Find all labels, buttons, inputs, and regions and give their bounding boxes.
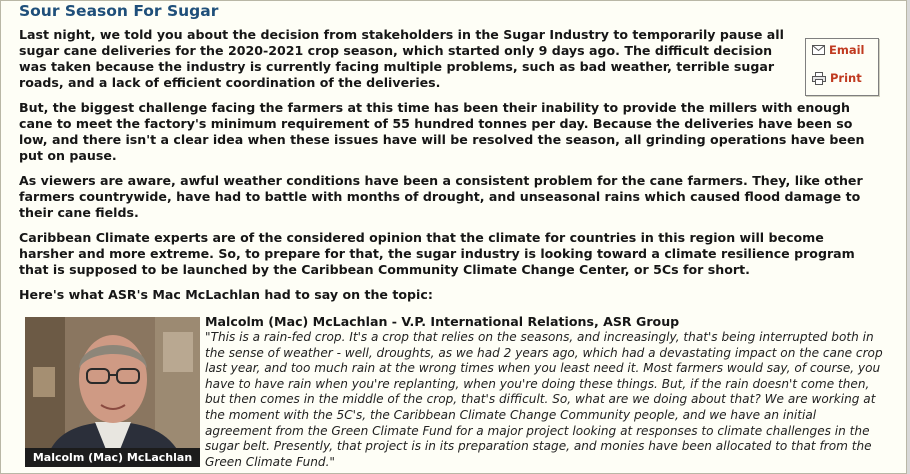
share-tools-box <box>805 38 879 96</box>
article-paragraph: Here's what ASR's Mac McLachlan had to say on the topic: <box>19 287 433 302</box>
speaker-name: Malcolm (Mac) McLachlan - V.P. International Relations, ASR Group <box>205 314 680 329</box>
email-button[interactable] <box>812 43 864 57</box>
print-button[interactable] <box>812 71 862 85</box>
article-title: Sour Season For Sugar <box>19 2 219 20</box>
article-paragraph: As viewers are aware, awful weather conditions have been a consistent problem for the cane farmers. They, like other farmers countrywide, have had to battle with months of drought, and unseasonal rains which caused flood damage to their cane fields. <box>19 173 863 220</box>
speaker-photo <box>25 317 200 467</box>
article-paragraph: Caribbean Climate experts are of the considered opinion that the climate for countries in this region will become harsher and more extreme. So, to prepare for that, the sugar industry is looking toward a climate resilience program that is supposed to be launched by the Caribbean Community Climate Change Center, or 5Cs for short. <box>19 230 855 277</box>
photo-caption: Malcolm (Mac) McLachlan <box>25 448 200 467</box>
speaker-quote: "This is a rain-fed crop. It's a crop that relies on the seasons, and increasingly, that's being interrupted both in the sense of weather - well, droughts, as we had 2 years ago, which had a devastating impact on the cane crop last year, and too much rain at the wrong times when you least need it. Most farmers would say, of course, you have to have rain when you're replanting, when you're doing these things. But, if the rain doesn't come then, but then comes in the middle of the crop, that's difficult. So, what are we doing about that? We are working at the moment with the 5C's, the Caribbean Climate Change Community people, and we have an initial agreement from the Green Climate Fund for a major project looking at responses to climate challenges in the sugar belt. Presently, that project is in its preparation stage, and monies have been allocated to that from the Green Climate Fund." <box>205 330 883 469</box>
article-paragraph: Last night, we told you about the decision from stakeholders in the Sugar Industry to temporarily pause all sugar cane deliveries for the 2020-2021 crop season, which started only 9 days ago. The difficult decision was taken because the industry is currently facing multiple problems, such as bad weather, terrible sugar roads, and a lack of efficient coordination of the deliveries. <box>19 27 784 90</box>
email-label: Email <box>829 43 865 57</box>
article-paragraph: But, the biggest challenge facing the farmers at this time has been their inability to provide the millers with enough cane to meet the factory's minimum requirement of 55 hundred tonnes per day. Because the deliveries have been so low, and there isn't a clear idea when these issues have will be resolved the season, all grinding operations have been put on pause. <box>19 100 865 163</box>
print-label: Print <box>830 71 862 85</box>
article-body <box>19 27 881 312</box>
speaker-portrait-image <box>25 317 200 467</box>
envelope-icon <box>812 45 825 55</box>
printer-icon <box>812 72 826 85</box>
